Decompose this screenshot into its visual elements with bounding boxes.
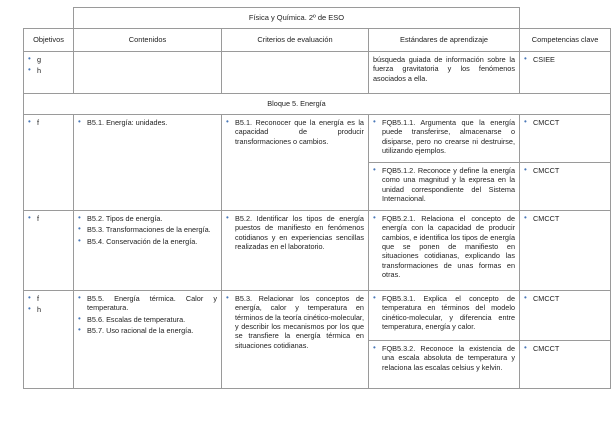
list-item: • B5.4. Conservación de la energía. — [78, 237, 217, 246]
table-row — [24, 211, 611, 291]
criterios-cell — [222, 291, 369, 389]
list-item: • f — [28, 214, 69, 223]
header-estandares: Estándares de aprendizaje — [369, 29, 520, 52]
estandar-cell — [369, 211, 520, 291]
estandar-cell — [369, 115, 520, 163]
estandar-cell — [369, 291, 520, 341]
criterio-text: • B5.2. Identificar los tipos de energía puestos de manifiesto en fenómenos cotidianos y en experiencias sencillas realizadas en el laboratorio. — [226, 214, 364, 251]
competencia-cell — [520, 211, 611, 291]
criterios-cell — [222, 115, 369, 211]
header-objetivos: Objetivos — [24, 29, 74, 52]
list-item: • B5.6. Escalas de temperatura. — [78, 315, 217, 324]
estandar-cell: búsqueda guiada de información sobre la fuerza gravitatoria y los fenómenos asociados a ella. — [369, 52, 520, 94]
competencia-value: • CMCCT — [524, 166, 606, 175]
header-row — [24, 29, 611, 52]
estandar-text: • FQB5.3.2. Reconoce la existencia de una escala absoluta de temperatura y relaciona las escalas celsius y kelvin. — [373, 344, 515, 372]
estandar-cell — [369, 163, 520, 211]
competencia-cell — [520, 291, 611, 341]
competencia-value: • CSIEE — [524, 55, 606, 64]
bloque-left — [24, 94, 74, 115]
objetivos-cell — [24, 52, 74, 94]
competencia-value: • CMCCT — [524, 118, 606, 127]
table-row — [24, 115, 611, 163]
estandar-text: • FQB5.1.2. Reconoce y define la energía como una magnitud y la expresa en la unidad correspondiente del Sistema Internacional. — [373, 166, 515, 203]
estandar-text: • FQB5.3.1. Explica el concepto de temperatura en términos del modelo cinético-molecular, y diferencia entre temperatura, energía y calor. — [373, 294, 515, 331]
contenidos-cell — [74, 115, 222, 211]
table-row — [24, 291, 611, 341]
competencia-cell — [520, 52, 611, 94]
curriculum-table — [23, 7, 611, 389]
list-item: • h — [28, 305, 69, 314]
title-row — [24, 8, 611, 29]
header-criterios: Criterios de evaluación — [222, 29, 369, 52]
competencia-value: • CMCCT — [524, 294, 606, 303]
table-row — [24, 52, 611, 94]
competencia-cell — [520, 341, 611, 389]
contenidos-cell — [74, 52, 222, 94]
objetivos-cell — [24, 211, 74, 291]
criterio-text: • B5.3. Relacionar los conceptos de energía, calor y temperatura en términos de la teoría cinético-molecular, y describir los mecanismos por los que se transfiere la energía térmica en situaciones cotidianas. — [226, 294, 364, 350]
curriculum-table-wrapper — [23, 7, 611, 389]
competencia-value: • CMCCT — [524, 344, 606, 353]
list-item: • B5.2. Tipos de energía. — [78, 214, 217, 223]
bloque-right — [520, 94, 611, 115]
list-item: • f — [28, 118, 69, 127]
list-item: • B5.7. Uso racional de la energía. — [78, 326, 217, 335]
list-item: • g — [28, 55, 69, 64]
contenidos-cell — [74, 211, 222, 291]
competencia-value: • CMCCT — [524, 214, 606, 223]
table-title: Física y Química. 2º de ESO — [74, 8, 520, 29]
objetivos-list — [28, 55, 69, 76]
estandar-text: • FQB5.1.1. Argumenta que la energía puede transferirse, almacenarse o disiparse, pero no crearse ni destruirse, utilizando ejemplos. — [373, 118, 515, 155]
list-item: • f — [28, 294, 69, 303]
list-item: • B5.5. Energía térmica. Calor y temperatura. — [78, 294, 217, 313]
list-item: • B5.1. Energía: unidades. — [78, 118, 217, 127]
criterio-text: • B5.1. Reconocer que la energía es la capacidad de producir transformaciones o cambios. — [226, 118, 364, 146]
list-item: • B5.3. Transformaciones de la energía. — [78, 225, 217, 234]
contenidos-cell — [74, 291, 222, 389]
list-item: • h — [28, 66, 69, 75]
estandar-text: • FQB5.2.1. Relaciona el concepto de energía con la capacidad de producir cambios, e identifica los tipos de energía que se ponen de manifiesto en situaciones cotidianas, explicando las transformaciones de unas formas en otras. — [373, 214, 515, 279]
header-competencias: Competencias clave — [520, 29, 611, 52]
criterios-cell — [222, 52, 369, 94]
competencia-cell — [520, 163, 611, 211]
title-corner-right — [520, 8, 611, 29]
bloque-title: Bloque 5. Energía — [74, 94, 520, 115]
estandar-cell — [369, 341, 520, 389]
objetivos-cell — [24, 291, 74, 389]
criterios-cell — [222, 211, 369, 291]
objetivos-cell — [24, 115, 74, 211]
title-corner — [24, 8, 74, 29]
header-contenidos: Contenidos — [74, 29, 222, 52]
bloque-row — [24, 94, 611, 115]
competencia-cell — [520, 115, 611, 163]
